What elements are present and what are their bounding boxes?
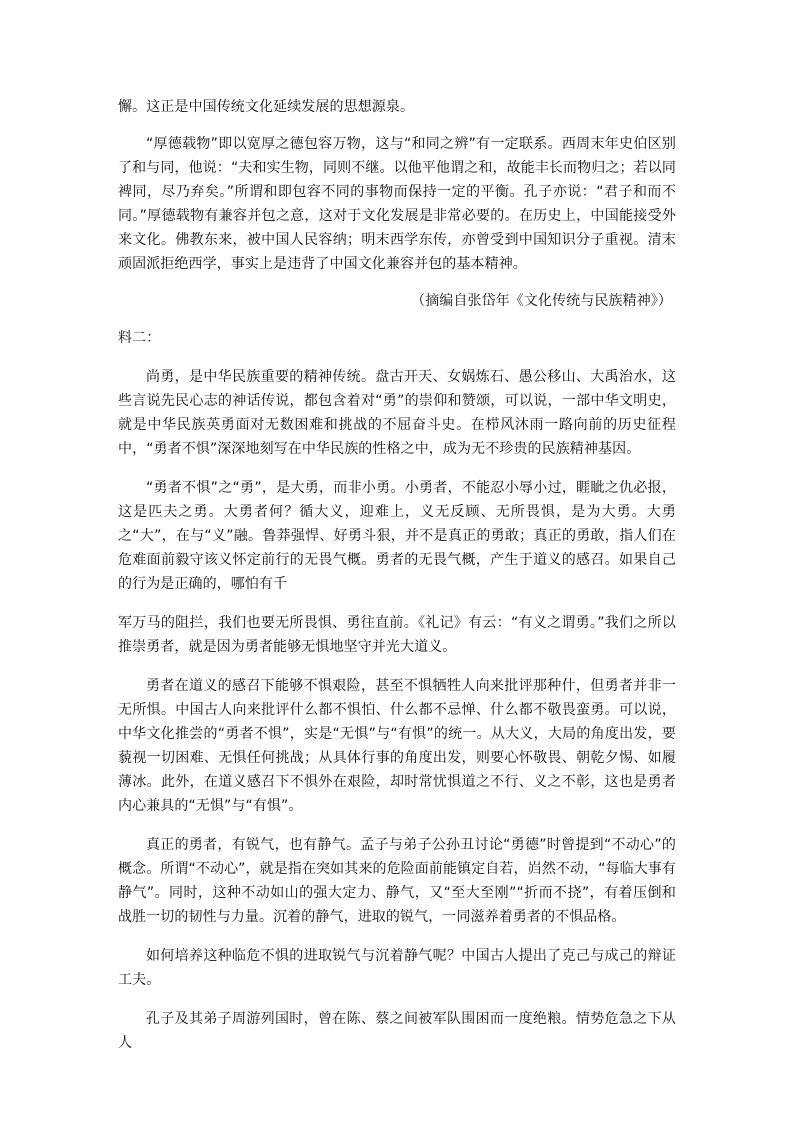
document-page xyxy=(118,95,676,1055)
paragraph-da-yong: “勇者不惧”之“勇”，是大勇，而非小勇。小勇者，不能忍小辱小过，睚眦之仇必报，这是匹夫之勇。大勇者何？循大义，迎难上，义无反顾、无所畏惧，是为大勇。大勇之“大”，在与“义”融。鲁莽强悍、好勇斗狠，并不是真正的勇敢；真正的勇敢，指人们在危难面前毅守该义怀定前行的无畏气概。勇者的无畏气概，产生于道义的感召。如果自己的行为是正确的，哪怕有千 xyxy=(118,480,676,592)
paragraph-houde-zaiwu: “厚德载物”即以宽厚之德包容万物，这与“和同之辨”有一定联系。西周末年史伯区别了和与同，他说：“夫和实生物，同则不继。以他平他谓之和，故能丰长而物归之；若以同裨同，尽乃弃矣。”所谓和即包容不同的事物而保持一定的平衡。孔子亦说：“君子和而不同。”厚德载物有兼容并包之意，这对于文化发展是非常必要的。在历史上，中国能接受外来文化。佛教东来，被中国人民容纳；明末西学东传，亦曾受到中国知识分子重视。清末顽固派拒绝西学，事实上是违背了中国文化兼容并包的基本精神。 xyxy=(118,136,676,272)
paragraph-da-yong-continued: 军万马的阻拦，我们也要无所畏惧、勇往直前。《礼记》有云：“有义之谓勇。”我们之所以推崇勇者，就是因为勇者能够无惧地坚守并光大道义。 xyxy=(118,615,676,655)
paragraph-continuation: 懈。这正是中国传统文化延续发展的思想源泉。 xyxy=(118,99,415,115)
paragraph-shang-yong: 尚勇，是中华民族重要的精神传统。盘古开天、女娲炼石、愚公移山、大禹治水，这些言说先民心志的神话传说，都包含着对“勇”的崇仰和赞颂，可以说，一部中华文明史，就是中华民族英勇面对无数困难和挑战的不屈奋斗史。在栉风沐雨一路向前的历史征程中，“勇者不惧”深深地刻写在中华民族的性格之中，成为无不珍贵的民族精神基因。 xyxy=(118,369,676,457)
paragraph-wuju-youju: 勇者在道义的感召下能够不惧艰险，甚至不惧牺牲人向来批评那种什，但勇者并非一无所惧。中国古人向来批评什么都不惧怕、什么都不忌惮、什么都不敬畏蛮勇。可以说，中华文化推尝的“勇者不惧”，实是“无惧”与“有惧”的统一。从大义，大局的角度出发，要藐视一切困难、无惧任何挑战；从具体行事的角度出发，则要心怀敬畏、朝乾夕惕、如履薄冰。此外，在道义感召下不惧外在艰险，却时常忧惧道之不行、义之不彰，这也是勇者内心兼具的“无惧”与“有惧”。 xyxy=(118,678,676,814)
source-citation: （摘编自张岱年《文化传统与民族精神》） xyxy=(411,293,672,309)
paragraph-kongzi: 孔子及其弟子周游列国时，曾在陈、蔡之间被军队围困而一度绝粮。情势危急之下从人 xyxy=(118,1011,676,1051)
paragraph-keji-chengji: 如何培养这种临危不惧的进取锐气与沉着静气呢？中国古人提出了克己与成己的辩证工夫。 xyxy=(118,948,676,988)
material-two-label: 料二： xyxy=(118,330,161,346)
paragraph-ruiqi-jingqi: 真正的勇者，有锐气，也有静气。孟子与弟子公孙丑讨论“勇德”时曾提到“不动心”的概念。所谓“不动心”，就是指在突如其来的危险面前能镇定自若，岿然不动，“每临大事有静气”。同时，这种不动如山的强大定力、静气，又“至大至刚”“折而不挠”，有着压倒和战胜一切的韧性与力量。沉着的静气，进取的锐气，一同滋养着勇者的不惧品格。 xyxy=(118,837,676,925)
